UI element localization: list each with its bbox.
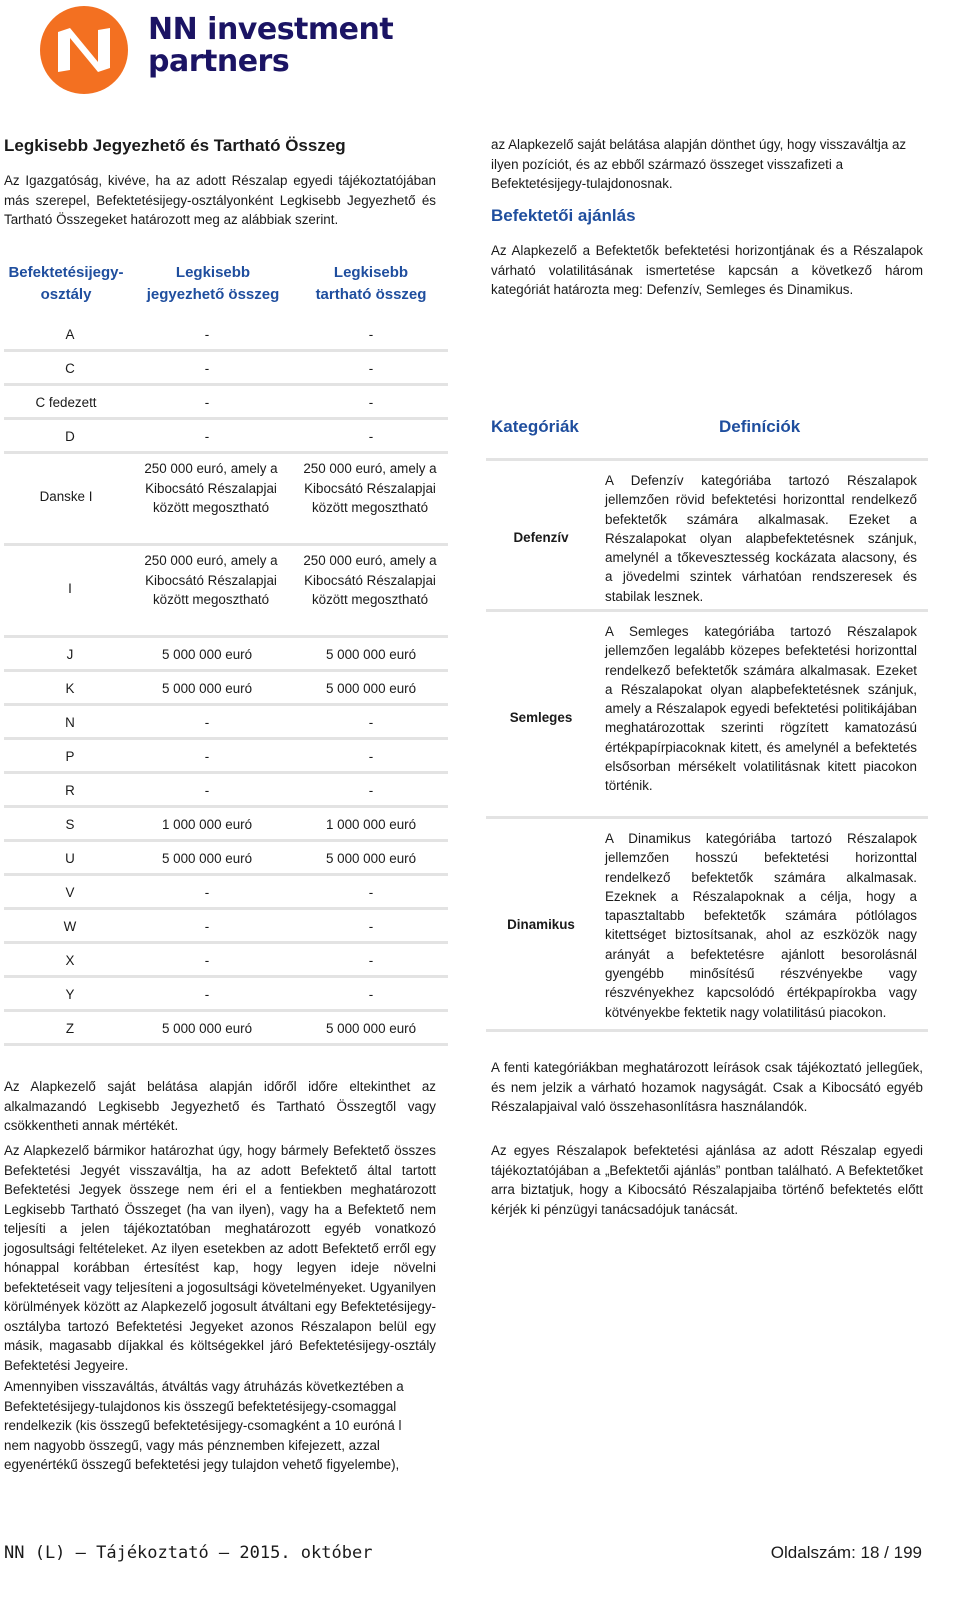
cell-min-subscription: 5 000 000 euró [161, 1021, 253, 1036]
table-row [4, 774, 448, 808]
table-row [4, 1012, 448, 1046]
table-row [4, 420, 448, 454]
cell-share-class: A [65, 327, 75, 342]
cell-share-class: W [63, 919, 77, 934]
cell-min-holding: - [368, 749, 374, 764]
intro-paragraph-right: Az Alapkezelő a Befektetők befektetési horizontjának és a Részalapok várható volatilitásának ismertetése kapcsán a következő három kategóriát határozta meg: Defenzív, Semleges és Dinamikus. [491, 243, 923, 297]
cell-share-class: K [65, 681, 75, 696]
table-row [4, 318, 448, 352]
cell-min-subscription: - [204, 749, 210, 764]
company-logo [36, 4, 394, 96]
cell-share-class: C [65, 361, 75, 376]
cell-min-subscription: - [204, 715, 210, 730]
cell-min-subscription: - [204, 429, 210, 444]
cell-min-holding: - [368, 783, 374, 798]
cell-min-subscription: - [204, 953, 210, 968]
cell-share-class: Y [65, 987, 75, 1002]
cell-share-class: C fedezett [35, 395, 97, 410]
logo-line-2: partners [148, 44, 290, 79]
table-row [4, 808, 448, 842]
table-row [4, 842, 448, 876]
cell-min-subscription: 250 000 euró, amely a Kibocsátó Részalapjai között megosztható [144, 461, 278, 515]
cell-share-class: Danske I [39, 489, 93, 504]
cell-min-holding: 250 000 euró, amely a Kibocsátó Részalapjai között megosztható [303, 553, 437, 607]
category-definition: A Defenzív kategóriába tartozó Részalapok jellemzően rövid befektetési horizonttal rendelkező befektetők számára alkalmasak. Ezeket a Részalapokat olyan alapbefektetésnek szánjuk, amelynél a tőkevesztesség kockázata alacsony, és a jövedelmi szintek várhatóan rendszeresek és stabilak lesznek. [605, 473, 917, 604]
cell-min-holding: - [368, 715, 374, 730]
category-row [486, 458, 928, 612]
table-row [4, 944, 448, 978]
cell-min-subscription: - [204, 987, 210, 1002]
table-row [4, 546, 448, 638]
cell-min-holding: 5 000 000 euró [325, 681, 417, 696]
cell-min-holding: 5 000 000 euró [325, 647, 417, 662]
cell-min-subscription: - [204, 783, 210, 798]
cell-min-subscription: - [204, 361, 210, 376]
nn-logo-icon [36, 4, 132, 96]
cell-min-holding: - [368, 429, 374, 444]
cell-min-holding: - [368, 953, 374, 968]
cell-share-class: Z [65, 1021, 75, 1036]
table-row [4, 454, 448, 546]
cell-min-holding: - [368, 919, 374, 934]
right-top-paragraph: az Alapkezelő saját belátása alapján dönthet úgy, hogy visszaváltja az ilyen pozíciót, és az ebből származó összeget visszafizeti a Befektetésijegy-tulajdonosnak. [491, 137, 907, 191]
cell-share-class: J [66, 647, 74, 662]
cell-share-class: D [65, 429, 75, 444]
table-row [4, 876, 448, 910]
cell-min-holding: - [368, 361, 374, 376]
footer-document-title: NN (L) – Tájékoztató – 2015. október [4, 1543, 373, 1563]
category-row [486, 816, 928, 1032]
cell-min-holding: 5 000 000 euró [325, 1021, 417, 1036]
cell-min-holding: 5 000 000 euró [325, 851, 417, 866]
category-row [486, 609, 928, 819]
category-name: Dinamikus [507, 917, 575, 932]
cell-share-class: S [65, 817, 75, 832]
cell-min-holding: - [368, 885, 374, 900]
cell-min-holding: - [368, 987, 374, 1002]
cell-share-class: I [68, 581, 72, 596]
cell-min-subscription: - [204, 327, 210, 342]
table-row [4, 978, 448, 1012]
cell-min-subscription: 250 000 euró, amely a Kibocsátó Részalapjai között megosztható [144, 553, 278, 607]
category-definition: A Dinamikus kategóriába tartozó Részalapok jellemzően hosszú befektetési horizonttal rendelkező befektetők számára alkalmasak. Ezeknek a Részalapoknak a célja, hogy a tapasztaltabb befektetők számára pótlólagos kitettséget biztosítsanak, ahol az eszközök nagy arányát a befektetésre ajánlott besorolásnál gyengébb minősítésű részvényekbe vagy részvényekhez kapcsolódó értékpapírokba vagy kötvényekbe fektetik nagy volatilitású piacokon. [605, 831, 917, 1020]
cell-min-subscription: 5 000 000 euró [161, 851, 253, 866]
cell-min-subscription: 1 000 000 euró [161, 817, 253, 832]
category-name: Defenzív [513, 530, 569, 545]
cell-share-class: P [65, 749, 75, 764]
logo-line-1: NN investment [148, 12, 394, 47]
cell-min-holding: 250 000 euró, amely a Kibocsátó Részalapjai között megosztható [303, 461, 437, 515]
table-row [4, 638, 448, 672]
cell-min-subscription: - [204, 885, 210, 900]
table-row [4, 352, 448, 386]
left-paragraph-2: Az Alapkezelő bármikor határozhat úgy, hogy bármely Befektető összes Befektetési Jegyét visszaváltja, ha az adott Befektető által tartott Befektetési Jegyek összege nem éri el a fentiekben meghatározott Legkisebb Tartható Összeget (ha van ilyen), vagy ha a Befektető nem teljesíti a jelen tájékoztatóban meghatározott egyéb vonatkozó jogosultsági feltételeket. Az ilyen esetekben az adott Befektető erről egy hónappal korábban értesítést kap, hogy legyen ideje növelni befektetéseit vagy teljesíteni a jogosultsági követelményeket. Ugyanilyen körülmények között az Alapkezelő jogosult átváltani egy Befektetésijegy-osztályba tartozó Befektetési Jegyeket azonos Részalapon belül egy másik, magasabb díjakkal és költségekkel járó Befektetésijegy-osztály Befektetési Jegyeire. [4, 1143, 436, 1373]
table-row [4, 386, 448, 420]
cell-min-holding: - [368, 395, 374, 410]
right-paragraph-1: A fenti kategóriákban meghatározott leírások csak tájékoztató jellegűek, és nem jelzik a várható hozamok nagyságát. Csak a Kibocsátó egyéb Részalapjaival való összehasonlításra használandók. [491, 1060, 923, 1114]
cell-share-class: N [65, 715, 75, 730]
table-row [4, 706, 448, 740]
minimum-amounts-table-header [4, 262, 448, 312]
intro-paragraph-left: Az Igazgatóság, kivéve, ha az adott Részalap egyedi tájékoztatójában más szerepel, Befektetésijegy-osztályonként Legkisebb Jegyezhető és Tartható Összegeket határozott meg az alábbiak szerint. [4, 173, 436, 227]
cell-min-holding: 1 000 000 euró [325, 817, 417, 832]
cell-share-class: U [65, 851, 75, 866]
header-definitions: Definíciók [719, 417, 801, 436]
category-name: Semleges [509, 710, 573, 725]
cell-min-subscription: - [204, 919, 210, 934]
cell-share-class: X [65, 953, 75, 968]
left-paragraph-1: Az Alapkezelő saját belátása alapján időről időre eltekinthet az alkalmazandó Legkisebb Jegyezhető és Tartható Összegtől vagy csökkentheti annak mértékét. [4, 1079, 436, 1133]
cell-min-subscription: - [204, 395, 210, 410]
header-min-holding: Legkisebb tartható összeg [315, 264, 427, 303]
table-row [4, 740, 448, 774]
section-heading-minimum-amounts: Legkisebb Jegyezhető és Tartható Összeg [4, 136, 346, 155]
header-share-class: Befektetésijegy- osztály [8, 264, 124, 303]
header-min-subscription: Legkisebb jegyezhető összeg [146, 264, 280, 303]
category-definition: A Semleges kategóriába tartozó Részalapok jellemzően legalább közepes befektetési horizonttal rendelkező befektetők számára alkalmasak. Ezeket a Részalapokat olyan alapbefektetésnek szánjuk, amely a Részalapok egyedi befektetési politikájában meghatározottak szerinti rögzített kamatozású értékpapírpiacoknak kitett, és amelynél a befektetés elsősorban mérsékelt volatilitásnak kitett piacokon történik. [605, 624, 917, 794]
cell-min-holding: - [368, 327, 374, 342]
left-paragraph-3: Amennyiben visszaváltás, átváltás vagy átruházás következtében a Befektetésijegy-tulajdonos kis összegű befektetésijegy-csomaggal rendelkezik (kis összegű befektetésijegy-csomagként a 10 euróná l nem nagyobb összegű, vagy más pénznemben kifejezett, azzal egyenértékű összegű befektetési jegy tulajdon vehető figyelembe), [4, 1379, 404, 1472]
right-paragraph-2: Az egyes Részalapok befektetési ajánlása az adott Részalap egyedi tájékoztatójában a „Befektetői ajánlás” pontban található. A Befektetőket arra biztatjuk, hogy a Kibocsátó Részalapjaiba történő befektetés előtt kérjék ki pénzügyi tanácsadójuk tanácsát. [491, 1143, 923, 1217]
header-categories: Kategóriák [491, 417, 579, 436]
cell-min-subscription: 5 000 000 euró [161, 647, 253, 662]
cell-share-class: R [65, 783, 75, 798]
section-heading-investor-profile: Befektetői ajánlás [491, 206, 636, 225]
table-row [4, 672, 448, 706]
footer-page-number: Oldalszám: 18 / 199 [770, 1543, 922, 1562]
table-row [4, 910, 448, 944]
cell-min-subscription: 5 000 000 euró [161, 681, 253, 696]
cell-share-class: V [65, 885, 75, 900]
